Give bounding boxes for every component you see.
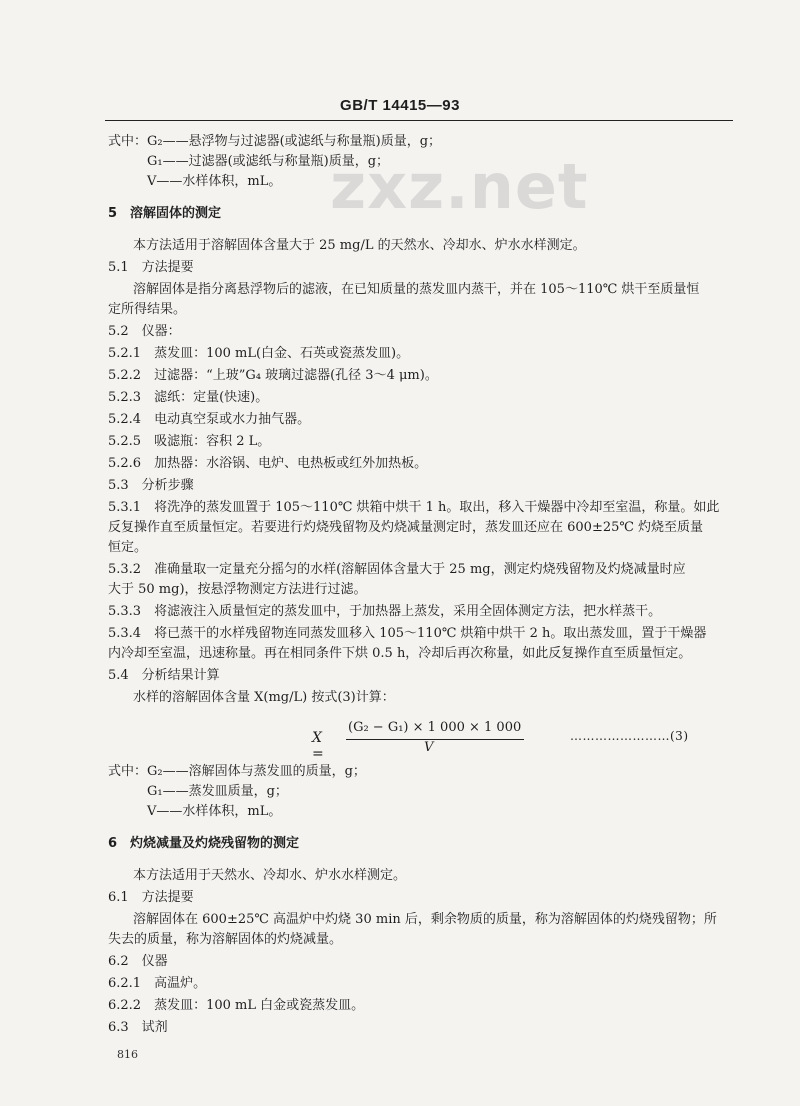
text-line: 反复操作直至质量恒定。若要进行灼烧残留物及灼烧减量测定时，蒸发皿还应在 600±25℃ 灼烧至质量	[108, 520, 704, 535]
subsection-heading: 6.1 方法提要	[108, 890, 194, 905]
text-line: 5.3.4 将已蒸干的水样残留物连同蒸发皿移入 105～110℃ 烘箱中烘干 2 h。取出蒸发皿，置于干燥器	[108, 626, 707, 641]
text-line: 5.3.3 将滤液注入质量恒定的蒸发皿中，于加热器上蒸发，采用全固体测定方法，把水样蒸干。	[108, 604, 662, 619]
text-line: 本方法适用于天然水、冷却水、炉水水样测定。	[133, 868, 407, 883]
text-line: 大于 50 mg)，按悬浮物测定方法进行过滤。	[108, 582, 367, 597]
text-line: G₁——蒸发皿质量，g；	[147, 784, 288, 799]
text-line: 5.2.3 滤纸：定量(快速)。	[108, 390, 269, 405]
fraction-bar	[346, 739, 524, 740]
formula-denominator: V	[424, 740, 434, 755]
subsection-heading: 6.2 仪器	[108, 954, 168, 969]
subsection-heading: 5.1 方法提要	[108, 260, 194, 275]
text-line: 定所得结果。	[108, 302, 187, 317]
standard-header: GB/T 14415—93	[340, 97, 460, 114]
text-line: 6.2.1 高温炉。	[108, 976, 207, 991]
section-heading: 6 灼烧减量及灼烧残留物的测定	[108, 836, 300, 851]
text-line: V——水样体积，mL。	[147, 174, 282, 189]
text-line: 5.3.1 将洗净的蒸发皿置于 105～110℃ 烘箱中烘干 1 h。取出，移入干燥器中冷却至室温，称量。如此	[108, 500, 720, 515]
text-line: 5.2.5 吸滤瓶：容积 2 L。	[108, 434, 271, 449]
header-rule	[105, 120, 733, 121]
page-number: 816	[117, 1048, 138, 1061]
text-line: 5.2.6 加热器：水浴锅、电炉、电热板或红外加热板。	[108, 456, 428, 471]
text-line: 溶解固体在 600±25℃ 高温炉中灼烧 30 min 后，剩余物质的质量，称为溶解固体的灼烧残留物；所	[133, 912, 717, 927]
text-line: G₁——过滤器(或滤纸与称量瓶)质量，g；	[147, 154, 390, 169]
text-line: 式中：G₂——悬浮物与过滤器(或滤纸与称量瓶)质量，g；	[108, 134, 442, 149]
text-line: 内冷却至室温，迅速称量。再在相同条件下烘 0.5 h，冷却后再次称量，如此反复操作直至质量恒定。	[108, 646, 692, 661]
text-line: 式中：G₂——溶解固体与蒸发皿的质量，g；	[108, 764, 366, 779]
subsection-heading: 5.3 分析步骤	[108, 478, 194, 493]
text-line: 恒定。	[108, 540, 148, 555]
text-line: 6.2.2 蒸发皿：100 mL 白金或瓷蒸发皿。	[108, 998, 365, 1013]
section-heading: 5 溶解固体的测定	[108, 206, 222, 221]
subsection-heading: 5.4 分析结果计算	[108, 668, 220, 683]
text-line: 5.2.1 蒸发皿：100 mL(白金、石英或瓷蒸发皿)。	[108, 346, 410, 361]
text-line: 水样的溶解固体含量 X(mg/L) 按式(3)计算：	[133, 690, 395, 705]
formula-lhs: X =	[312, 730, 324, 762]
subsection-heading: 5.2 仪器：	[108, 324, 181, 339]
text-line: V——水样体积，mL。	[147, 804, 282, 819]
text-line: 本方法适用于溶解固体含量大于 25 mg/L 的天然水、冷却水、炉水水样测定。	[133, 238, 586, 253]
text-line: 5.3.2 准确量取一定量充分摇匀的水样(溶解固体含量大于 25 mg，测定灼烧残留物及灼烧减量时应	[108, 562, 686, 577]
text-line: 失去的质量，称为溶解固体的灼烧减量。	[108, 932, 343, 947]
subsection-heading: 6.3 试剂	[108, 1020, 168, 1035]
text-line: 溶解固体是指分离悬浮物后的滤液，在已知质量的蒸发皿内蒸干，并在 105～110℃ 烘干至质量恒	[133, 282, 700, 297]
text-line: 5.2.4 电动真空泵或水力抽气器。	[108, 412, 311, 427]
formula-numerator: (G₂ − G₁) × 1 000 × 1 000	[348, 720, 522, 735]
watermark: zxz.net	[330, 150, 589, 223]
formula-number: ……………………(3)	[570, 729, 689, 743]
text-line: 5.2.2 过滤器：“上玻”G₄ 玻璃过滤器(孔径 3～4 μm)。	[108, 368, 438, 383]
